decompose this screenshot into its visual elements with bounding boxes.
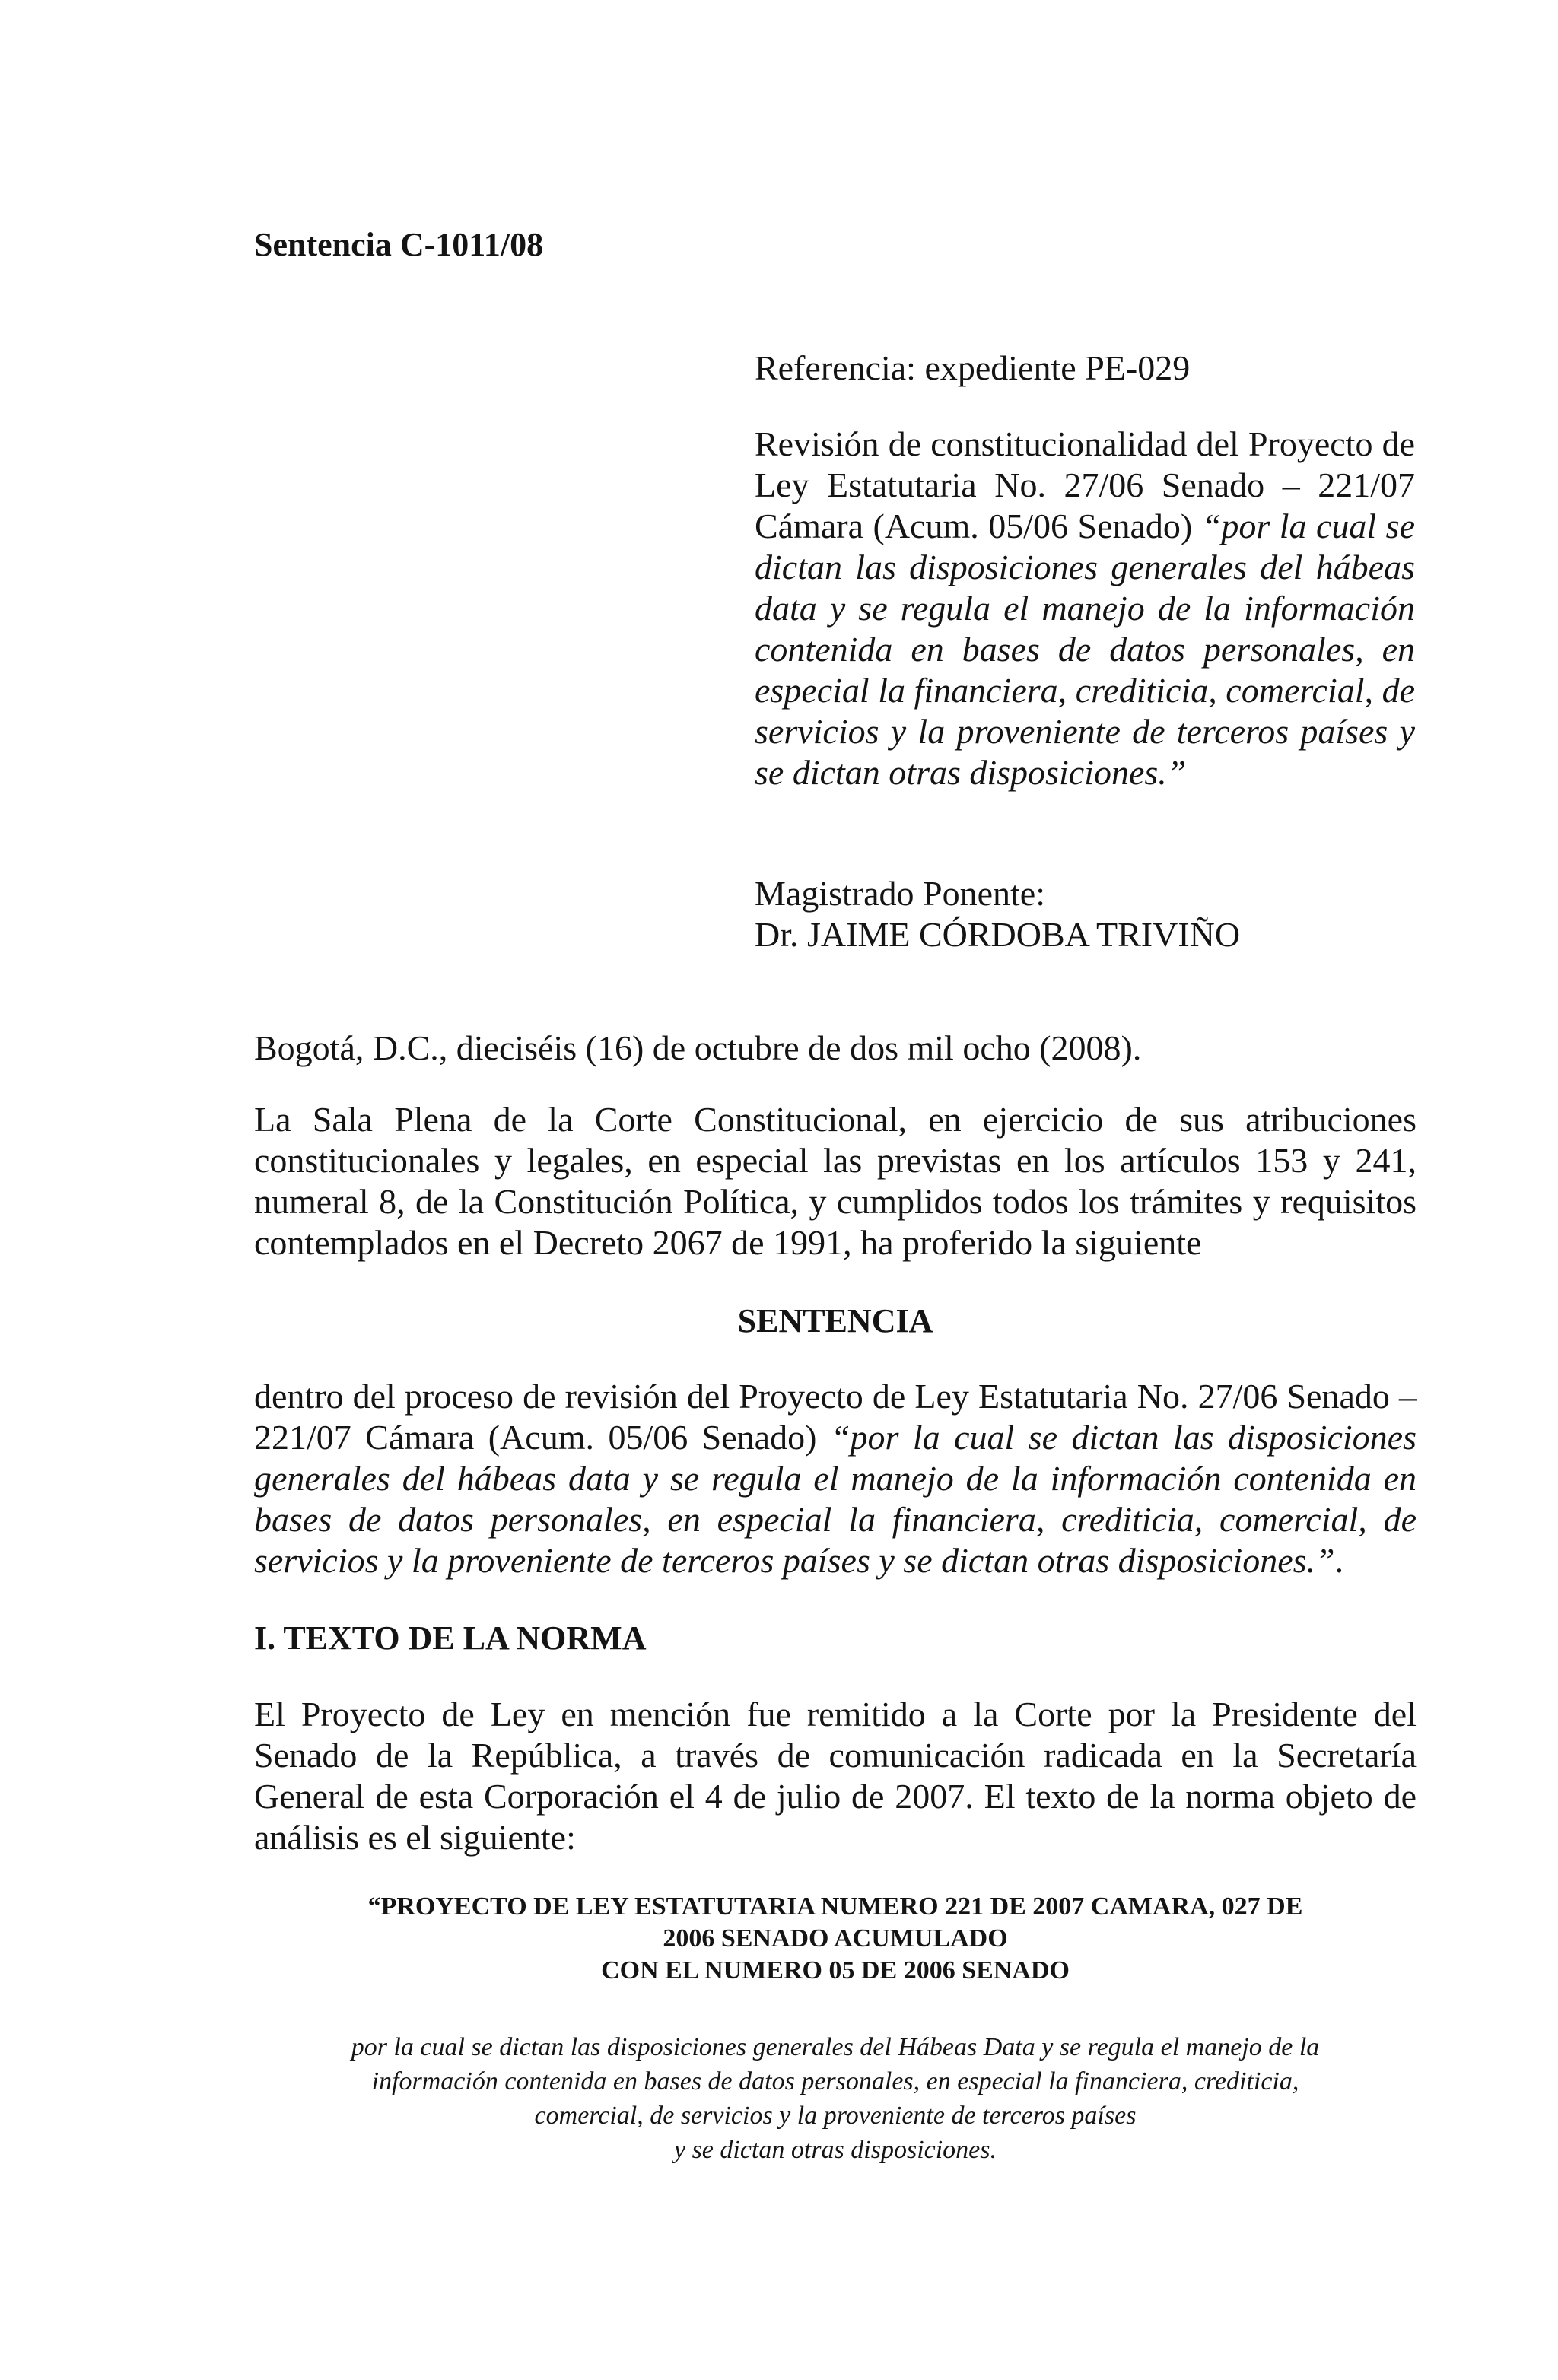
law-title-line: CON EL NUMERO 05 DE 2006 SENADO <box>601 1956 1070 1984</box>
document-title: Sentencia C-1011/08 <box>254 226 544 263</box>
referencia-line: Referencia: expediente PE-029 <box>755 348 1191 387</box>
magistrado-block <box>755 873 1415 955</box>
dentro-paragraph <box>254 1376 1417 1581</box>
law-subtitle-line: comercial, de servicios y la proveniente de terceros países <box>534 2102 1137 2130</box>
magistrado-name: Dr. JAIME CÓRDOBA TRIVIÑO <box>755 915 1241 954</box>
date-line: Bogotá, D.C., dieciséis (16) de octubre de dos mil ocho (2008). <box>254 1028 1142 1067</box>
revision-paragraph <box>755 424 1415 793</box>
dentro-intro: dentro del proceso de revisión del Proyecto de Ley Estatutaria No. 27/06 Senado – 221/07 Cámara (Acum. 05/06 Senado) <box>254 1377 1417 1457</box>
proyecto-paragraph: El Proyecto de Ley en mención fue remitido a la Corte por la Presidente del Senado de la República, a través de comunicación radicada en la Secretaría General de esta Corporación el 4 de julio de 2007. El texto de la norma objeto de análisis es el siguiente: <box>254 1695 1417 1857</box>
law-subtitle-line: y se dictan otras disposiciones. <box>673 2136 997 2164</box>
law-subtitle-line: información contenida en bases de datos personales, en especial la financiera, crediticia, <box>371 2067 1299 2096</box>
sentencia-heading: SENTENCIA <box>737 1302 933 1339</box>
law-title-line: 2006 SENADO ACUMULADO <box>663 1924 1008 1953</box>
law-subtitle <box>254 2030 1417 2167</box>
dentro-tail: . <box>1334 1541 1344 1580</box>
revision-intro: Revisión de constitucionalidad del Proyecto de Ley Estatutaria No. 27/06 Senado – 221/07 Cámara (Acum. 05/06 Senado) <box>755 424 1415 545</box>
law-title-line: “PROYECTO DE LEY ESTATUTARIA NUMERO 221 DE 2007 CAMARA, 027 DE <box>367 1892 1303 1921</box>
dentro-quote: “por la cual se dictan las disposiciones generales del hábeas data y se regula el manejo de la información contenida en bases de datos personales, en especial la financiera, crediticia, comercial, de servicios y la proveniente de terceros países y se dictan otras disposiciones.” <box>254 1418 1417 1580</box>
law-subtitle-line: por la cual se dictan las disposiciones generales del Hábeas Data y se regula el manejo de la <box>351 2033 1320 2061</box>
sala-paragraph: La Sala Plena de la Corte Constitucional, en ejercicio de sus atribuciones constitucionales y legales, en especial las previstas en los artículos 153 y 241, numeral 8, de la Constitución Política, y cumplidos todos los trámites y requisitos contemplados en el Decreto 2067 de 1991, ha proferido la siguiente <box>254 1100 1417 1262</box>
law-title <box>254 1891 1417 1987</box>
magistrado-label: Magistrado Ponente: <box>755 874 1045 913</box>
section-heading: I. TEXTO DE LA NORMA <box>254 1619 647 1657</box>
revision-quote: “por la cual se dictan las disposiciones generales del hábeas data y se regula el manejo de la información contenida en bases de datos personales, en especial la financiera, crediticia, comercial, de servicios y la proveniente de terceros países y se dictan otras disposiciones.” <box>755 507 1415 792</box>
